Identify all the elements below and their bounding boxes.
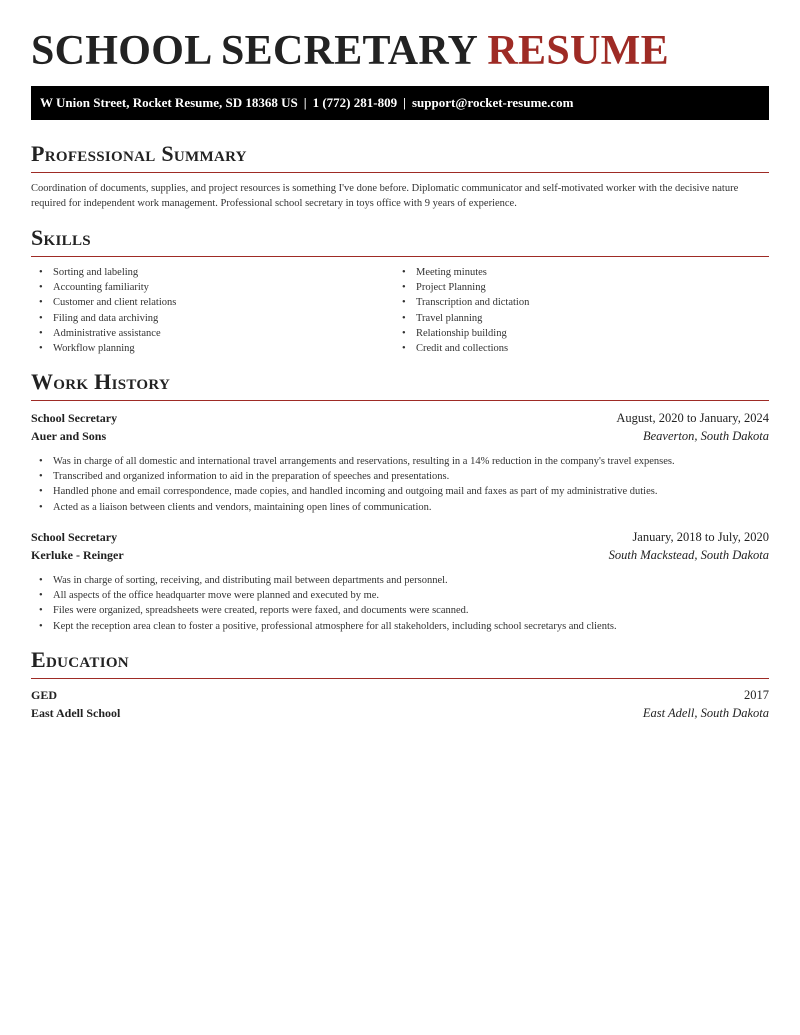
contact-email[interactable]: support@rocket-resume.com [411,95,574,110]
job-entry [31,528,769,634]
skill-item: • Transcription and dictation [394,295,757,310]
summary-heading: Professional Summary [31,141,247,166]
education-year: 2017 [744,688,769,702]
skill-item: • Relationship building [394,326,757,341]
job-location: South Mackstead, South Dakota [608,548,769,562]
section-divider [31,678,769,679]
skill-item: • Credit and collections [394,341,757,356]
education-degree: GED [31,688,58,702]
job-company-row [31,546,769,564]
section-divider [31,172,769,173]
job-company: Kerluke - Reinger [31,548,124,562]
job-bullet: • Transcribed and organized information to aid in the preparation of speeches and presentations. [31,469,769,484]
job-dates: August, 2020 to January, 2024 [616,411,769,425]
skills-list-right [394,265,757,356]
job-entry [31,409,769,515]
contact-separator: | [403,95,406,110]
title-accent: RESUME [487,28,669,74]
job-bullet: • Handled phone and email correspondence, made copies, and handled incoming and outgoing mail and faxes as part of my administrative duties. [31,484,769,499]
job-location: Beaverton, South Dakota [642,429,769,443]
contact-bar [31,86,769,120]
job-bullet: • Acted as a liaison between clients and vendors, maintaining open lines of communication. [31,500,769,515]
work-history-heading: Work History [31,369,171,394]
skills-grid [31,265,769,356]
section-divider [31,400,769,401]
contact-phone[interactable]: 1 (772) 281-809 [312,95,398,110]
skill-item: • Travel planning [394,311,757,326]
contact-address: W Union Street, Rocket Resume, SD 18368 US [40,95,298,110]
job-header-row [31,409,769,427]
job-bullet: • Kept the reception area clean to foster a positive, professional atmosphere for all stakeholders, including school secretarys and clients. [31,619,769,634]
job-bullet: • All aspects of the office headquarter move were planned and executed by me. [31,588,769,603]
title-main: SCHOOL SECRETARY [31,28,477,74]
education-degree-row [31,686,769,704]
job-header-row [31,528,769,546]
job-company: Auer and Sons [31,429,107,443]
skill-item: • Administrative assistance [31,326,394,341]
skill-item: • Filing and data archiving [31,311,394,326]
skills-section [31,224,769,356]
skills-list-left [31,265,394,356]
education-school-row [31,704,769,722]
job-title: School Secretary [31,530,118,544]
education-location: East Adell, South Dakota [642,706,769,720]
job-bullet: • Files were organized, spreadsheets were created, reports were faxed, and documents were scanned. [31,603,769,618]
job-bullets [31,454,769,515]
job-title: School Secretary [31,411,118,425]
skills-heading: Skills [31,225,91,250]
skill-item: • Accounting familiarity [31,280,394,295]
skill-item: • Workflow planning [31,341,394,356]
skill-item: • Customer and client relations [31,295,394,310]
skill-item: • Meeting minutes [394,265,757,280]
work-history-section [31,368,769,401]
summary-text: Coordination of documents, supplies, and project resources is something I've done before. Diplomatic communicator and self-motivated worker with the decisive nature required for independent work management. Professional school secretary in toys office with 9 years of experience. [31,183,739,209]
education-school: East Adell School [31,706,121,720]
contact-separator: | [303,95,307,110]
job-bullet: • Was in charge of all domestic and international travel arrangements and reservations, resulting in a 14% reduction in the company's travel expenses. [31,454,769,469]
education-entry [31,686,769,722]
job-company-row [31,427,769,445]
resume-title [31,0,769,86]
education-section [31,646,769,679]
summary-section [31,140,769,211]
section-divider [31,256,769,257]
job-dates: January, 2018 to July, 2020 [632,530,769,544]
skill-item: • Project Planning [394,280,757,295]
job-bullet: • Was in charge of sorting, receiving, and distributing mail between departments and personnel. [31,573,769,588]
education-heading: Education [31,647,129,672]
job-bullets [31,573,769,634]
skill-item: • Sorting and labeling [31,265,394,280]
